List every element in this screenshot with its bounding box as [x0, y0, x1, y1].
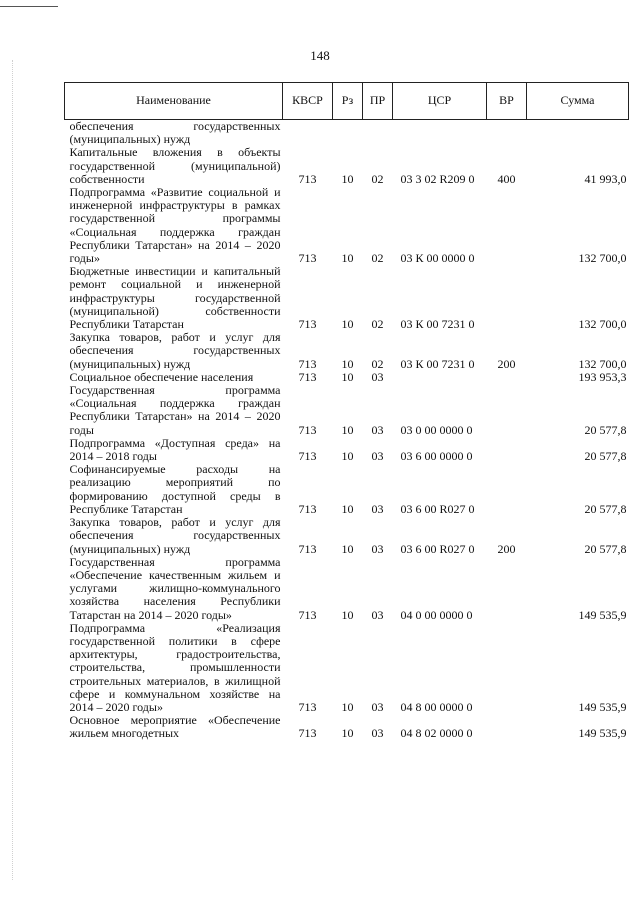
cell-csr: 03 0 00 0000 0 [400, 422, 473, 437]
cell-sum: 193 953,3 [578, 369, 627, 384]
cell-vr [487, 265, 527, 331]
cell-name [65, 146, 283, 186]
col-header-csr: ЦСР [393, 83, 487, 120]
cell-kvsr: 713 [298, 699, 317, 714]
col-header-vr: ВР [487, 83, 527, 120]
cell-csr: 04 8 00 0000 0 [400, 699, 473, 714]
cell-vr [487, 463, 527, 516]
row-name-text: Капитальные вложения в объекты государственной (муниципальной) собственности [69, 145, 281, 186]
cell-kvsr: 713 [298, 726, 317, 741]
cell-csr: 03 6 00 R027 0 [400, 541, 475, 556]
cell-pr: 03 [371, 607, 384, 622]
cell-vr [487, 384, 527, 437]
cell-kvsr [283, 120, 333, 147]
cell-rz: 10 [341, 699, 354, 714]
table-row [65, 437, 629, 463]
cell-csr: 03 6 00 R027 0 [400, 501, 475, 516]
budget-table [64, 82, 629, 741]
cell-vr: 200 [497, 356, 516, 371]
cell-name [65, 516, 283, 556]
cell-name [65, 714, 283, 740]
table-row [65, 516, 629, 556]
cell-rz: 10 [341, 251, 354, 266]
cell-rz: 10 [341, 356, 354, 371]
row-name-text: Социальное обеспечение населения [69, 369, 254, 384]
cell-pr: 03 [371, 726, 384, 741]
cell-name [65, 186, 283, 265]
cell-kvsr: 713 [298, 251, 317, 266]
table-row [65, 186, 629, 265]
cell-pr: 03 [371, 422, 384, 437]
cell-sum [527, 120, 629, 147]
cell-rz: 10 [341, 726, 354, 741]
cell-rz: 10 [341, 607, 354, 622]
cell-name [65, 556, 283, 622]
table-row [65, 265, 629, 331]
table-header-row [65, 83, 629, 120]
cell-csr [393, 371, 487, 384]
cell-rz: 10 [341, 449, 354, 464]
cell-rz: 10 [341, 422, 354, 437]
cell-csr: 04 0 00 0000 0 [400, 607, 473, 622]
cell-sum: 149 535,9 [578, 726, 627, 741]
top-rule [0, 6, 58, 7]
cell-rz: 10 [341, 317, 354, 332]
cell-sum: 132 700,0 [578, 356, 627, 371]
cell-csr: 03 К 00 0000 0 [400, 251, 475, 266]
cell-rz [333, 120, 363, 147]
row-name-text: Подпрограмма «Реализация государственной политики в сфере архитектуры, градостроительства, строительства, промышленности строительных материалов, в жилищной сфере и коммунальном хозяйстве на 2014 – 2020 годы» [69, 620, 281, 714]
table-row [65, 146, 629, 186]
cell-kvsr: 713 [298, 422, 317, 437]
cell-sum: 132 700,0 [578, 317, 627, 332]
col-header-sum: Сумма [527, 83, 629, 120]
cell-vr: 200 [497, 541, 516, 556]
cell-name [65, 622, 283, 714]
cell-kvsr: 713 [298, 541, 317, 556]
cell-sum: 41 993,0 [584, 171, 627, 186]
cell-kvsr: 713 [298, 449, 317, 464]
cell-pr: 02 [371, 251, 384, 266]
cell-kvsr: 713 [298, 607, 317, 622]
cell-pr: 03 [371, 449, 384, 464]
cell-pr [363, 120, 393, 147]
cell-sum: 20 577,8 [584, 422, 627, 437]
row-name-text: Государственная программа «Социальная поддержка граждан Республики Татарстан» на 2014 – 2020 годы [69, 383, 281, 437]
cell-kvsr: 713 [298, 501, 317, 516]
cell-csr: 03 К 00 7231 0 [400, 317, 475, 332]
cell-csr [393, 120, 487, 147]
cell-pr: 02 [371, 356, 384, 371]
cell-vr [487, 120, 527, 147]
table-row [65, 331, 629, 371]
col-header-rz: Рз [333, 83, 363, 120]
cell-pr: 03 [371, 501, 384, 516]
table-row [65, 463, 629, 516]
cell-sum: 20 577,8 [584, 541, 627, 556]
row-name-text: Закупка товаров, работ и услуг для обеспечения государственных (муниципальных) нужд [69, 330, 281, 371]
cell-csr: 04 8 02 0000 0 [400, 726, 473, 741]
cell-vr [487, 622, 527, 714]
cell-kvsr: 713 [298, 317, 317, 332]
col-header-name: Наименование [65, 83, 283, 120]
cell-pr: 02 [371, 317, 384, 332]
cell-vr: 400 [497, 171, 516, 186]
cell-vr [487, 714, 527, 740]
table-row [65, 556, 629, 622]
cell-kvsr: 713 [298, 369, 317, 384]
cell-vr [487, 186, 527, 265]
cell-sum: 132 700,0 [578, 251, 627, 266]
cell-sum: 20 577,8 [584, 501, 627, 516]
cell-pr: 03 [371, 699, 384, 714]
cell-sum: 20 577,8 [584, 449, 627, 464]
cell-csr: 03 6 00 0000 0 [400, 449, 473, 464]
col-header-kvsr: КВСР [283, 83, 333, 120]
row-name-text: Основное мероприятие «Обеспечение жильем многодетных [69, 713, 281, 741]
cell-pr: 02 [371, 171, 384, 186]
cell-sum: 149 535,9 [578, 607, 627, 622]
cell-rz: 10 [341, 541, 354, 556]
cell-name [65, 384, 283, 437]
cell-pr: 03 [371, 369, 384, 384]
row-name-text: Подпрограмма «Доступная среда» на 2014 – 2018 годы [69, 435, 281, 464]
cell-vr [487, 437, 527, 463]
row-name-text: Подпрограмма «Развитие социальной и инженерной инфраструктуры в рамках государственной программы «Социальная поддержка граждан Республики Татарстан» на 2014 – 2020 годы» [69, 185, 281, 266]
row-name-text: Государственная программа «Обеспечение качественным жильем и услугами жилищно-коммунального хозяйства населения Республики Татарстан на 2014 – 2020 годы» [69, 554, 281, 622]
cell-rz: 10 [341, 369, 354, 384]
cell-name [65, 331, 283, 371]
row-name-text: обеспечения государственных (муниципальных) нужд [69, 119, 281, 147]
cell-pr: 03 [371, 541, 384, 556]
scan-margin-artifact [12, 60, 15, 880]
cell-kvsr: 713 [298, 356, 317, 371]
cell-csr: 03 К 00 7231 0 [400, 356, 475, 371]
cell-rz: 10 [341, 501, 354, 516]
cell-csr: 03 3 02 R209 0 [400, 171, 475, 186]
cell-name [65, 437, 283, 463]
row-name-text: Софинансируемые расходы на реализацию мероприятий по формированию доступной среды в Республике Татарстан [69, 462, 281, 516]
page-number: 148 [310, 48, 330, 63]
cell-sum: 149 535,9 [578, 699, 627, 714]
row-name-text: Бюджетные инвестиции и капитальный ремонт социальной и инженерной инфраструктуры государственной (муниципальной) собственности Республики Татарстан [69, 264, 281, 332]
cell-rz: 10 [341, 171, 354, 186]
row-name-text: Закупка товаров, работ и услуг для обеспечения государственных (муниципальных) нужд [69, 515, 281, 556]
col-header-pr: ПР [363, 83, 393, 120]
cell-name [65, 463, 283, 516]
table-row [65, 120, 629, 147]
cell-vr [487, 371, 527, 384]
table-row [65, 622, 629, 714]
cell-vr [487, 556, 527, 622]
cell-kvsr: 713 [298, 171, 317, 186]
cell-name [65, 120, 283, 147]
table-row [65, 384, 629, 437]
cell-name [65, 265, 283, 331]
table-row [65, 714, 629, 740]
